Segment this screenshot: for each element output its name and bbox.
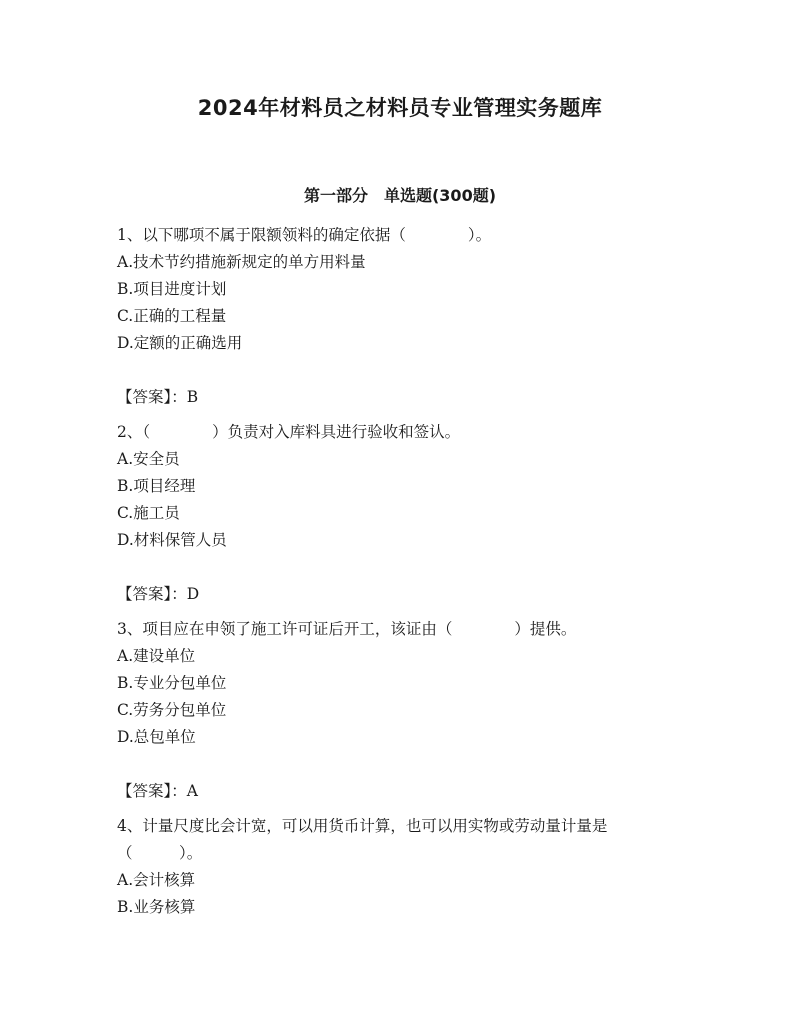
option-b: B.业务核算 xyxy=(117,898,196,916)
question-2 xyxy=(117,419,687,608)
option-c: C.劳务分包单位 xyxy=(117,701,227,719)
question-stem: 2、（ ）负责对入库料具进行验收和签认。 xyxy=(117,423,461,441)
option-d: D.材料保管人员 xyxy=(117,531,227,549)
option-a: A.技术节约措施新规定的单方用料量 xyxy=(117,253,366,271)
option-d: D.总包单位 xyxy=(117,728,196,746)
answer-label: 【答案】：D xyxy=(117,585,200,603)
option-a: A.建设单位 xyxy=(117,647,196,665)
question-stem: 4、计量尺度比会计宽，可以用货币计算，也可以用实物或劳动量计量是（ ）。 xyxy=(117,817,608,862)
option-a: A.安全员 xyxy=(117,450,180,468)
question-1 xyxy=(117,222,687,411)
question-3 xyxy=(117,616,687,805)
question-stem: 3、项目应在申领了施工许可证后开工，该证由（ ）提供。 xyxy=(117,620,577,638)
answer-label: 【答案】：A xyxy=(117,782,198,800)
section-title: 第一部分 单选题(300题) xyxy=(303,186,497,205)
option-a: A.会计核算 xyxy=(117,871,196,889)
document-title: 2024年材料员之材料员专业管理实务题库 xyxy=(197,96,603,120)
option-c: C.正确的工程量 xyxy=(117,307,227,325)
question-stem: 1、以下哪项不属于限额领料的确定依据（ ）。 xyxy=(117,226,492,244)
question-list xyxy=(117,222,687,921)
option-d: D.定额的正确选用 xyxy=(117,334,243,352)
option-b: B.专业分包单位 xyxy=(117,674,227,692)
answer-label: 【答案】：B xyxy=(117,388,199,406)
option-c: C.施工员 xyxy=(117,504,180,522)
option-b: B.项目进度计划 xyxy=(117,280,227,298)
option-b: B.项目经理 xyxy=(117,477,196,495)
question-4 xyxy=(117,813,687,921)
